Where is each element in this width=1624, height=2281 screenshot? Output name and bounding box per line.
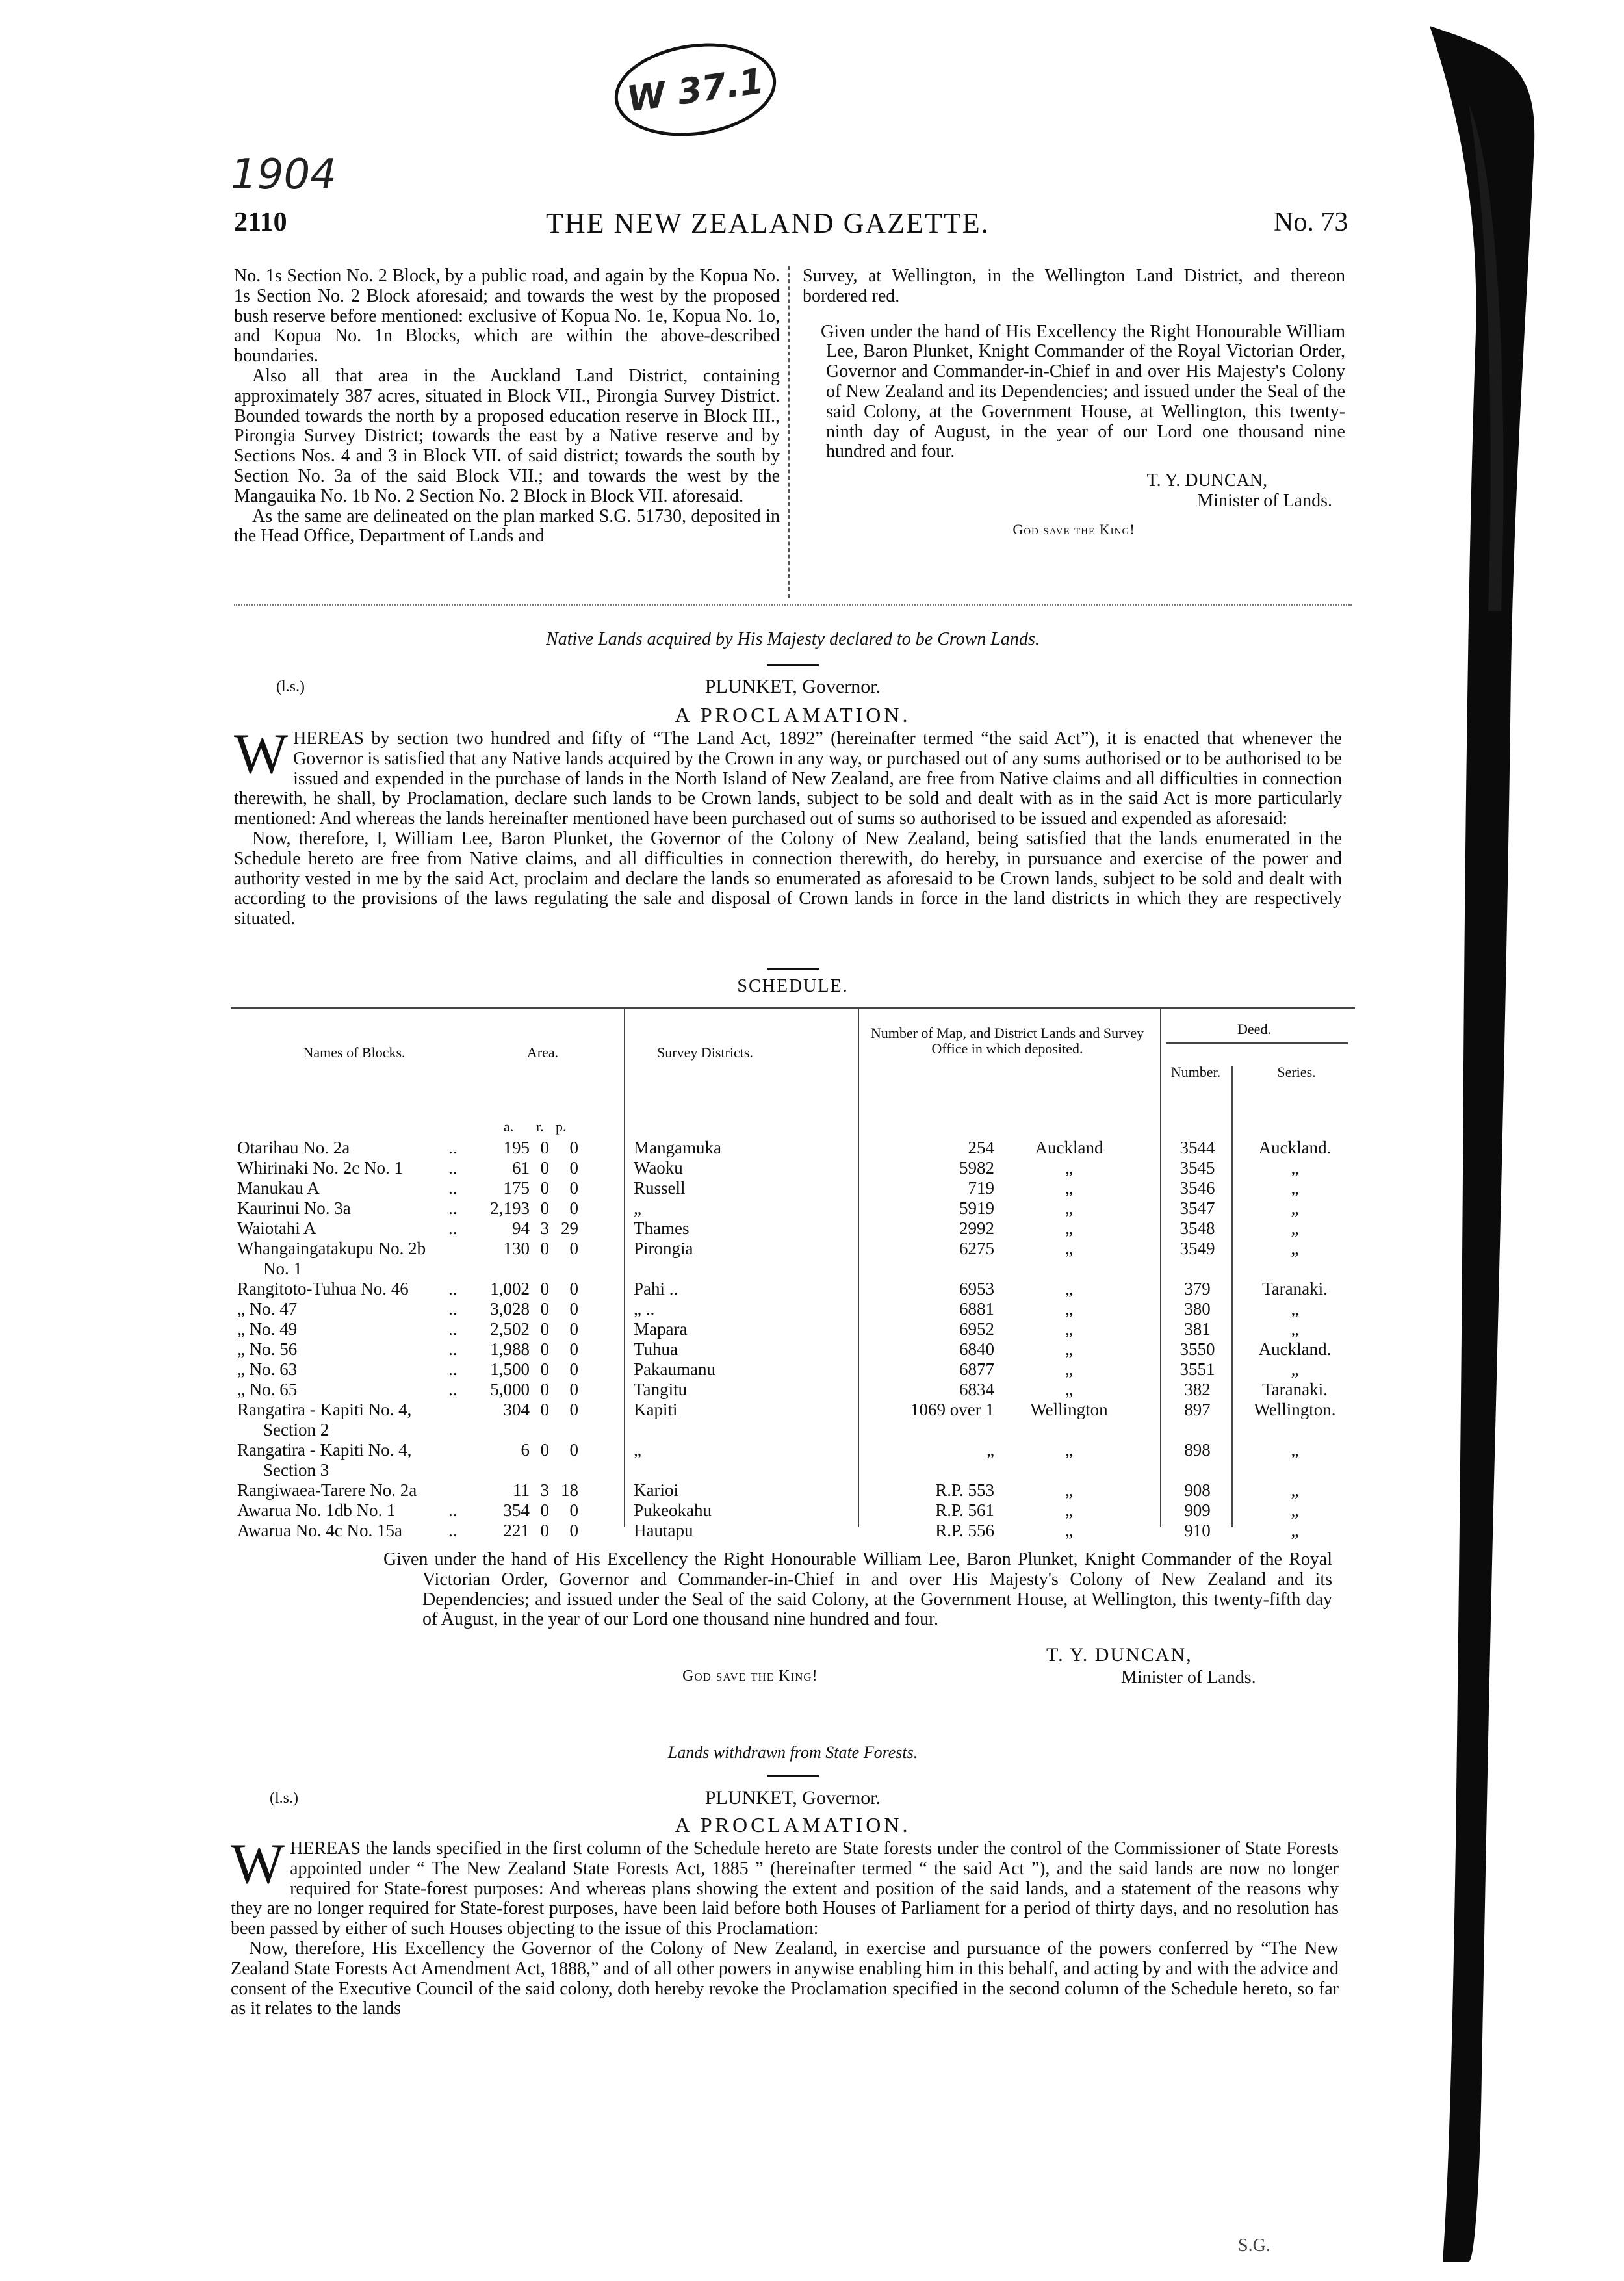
column-divider (788, 266, 790, 598)
col-header-names: Names of Blocks. (303, 1044, 406, 1061)
cell-office: „ (1065, 1440, 1073, 1460)
cell-perches: 0 (569, 1319, 578, 1339)
cell-survey-district: Tuhua (634, 1339, 678, 1359)
cell-block-name: Section 2 (263, 1420, 329, 1439)
cell-office: „ (1065, 1218, 1073, 1238)
cell-leader: .. (448, 1218, 458, 1238)
paragraph: No. 1s Section No. 2 Block, by a public road, and again by the Kopua No. 1s Section No. 2 Block aforesaid; and towards the west by the proposed bush reserve before mentioned: exclusive of Kopua No. 1e, Kopua No. 1o, and Kopua No. 1n Blocks, which are within the above-described boundaries. (234, 266, 780, 367)
cell-map-number: 5982 (959, 1158, 994, 1178)
cell-map-number: 5919 (959, 1198, 994, 1218)
cell-deed-series: Taranaki. (1262, 1380, 1328, 1399)
drop-cap: W (234, 723, 289, 786)
cell-office: „ (1065, 1521, 1073, 1540)
paragraph: Now, therefore, His Excellency the Governor of the Colony of New Zealand, in exercise and pursuance of the powers conferred by “The New Zealand State Forests Act Amendment Act, 1888,” and of all other powers in anywise enabling him in this behalf, and acting by and with the advice and consent of the Executive Council of the said colony, doth hereby revoke the Proclamation specified in the second column of the Schedule hereto, so far as it relates to the lands (231, 1938, 1339, 2019)
cell-office: „ (1065, 1501, 1073, 1520)
cell-block-name: Section 3 (263, 1460, 329, 1480)
col-header-deed: Deed. (1237, 1021, 1271, 1037)
cell-deed-series: „ (1291, 1239, 1299, 1258)
cell-deed-series: „ (1291, 1198, 1299, 1218)
cell-survey-district: „ .. (634, 1299, 655, 1319)
cell-acres: 11 (513, 1480, 530, 1500)
cell-office: Auckland (1035, 1138, 1103, 1157)
cell-perches: 0 (569, 1400, 578, 1419)
cell-block-name: „ No. 56 (237, 1339, 298, 1359)
cell-deed-number: 910 (1184, 1521, 1211, 1540)
table-row (231, 1379, 1355, 1400)
cell-block-name: „ No. 47 (237, 1299, 298, 1319)
cell-deed-number: 3547 (1179, 1198, 1215, 1218)
cell-survey-district: Tangitu (634, 1380, 688, 1399)
cell-roods: 3 (540, 1218, 549, 1238)
cell-acres: 61 (512, 1158, 530, 1178)
cell-survey-district: „ (634, 1198, 641, 1218)
paragraph: As the same are delineated on the plan marked S.G. 51730, deposited in the Head Office, Department of Lands and (234, 506, 780, 547)
cell-deed-series: Auckland. (1258, 1339, 1332, 1359)
cell-perches: 29 (561, 1218, 578, 1238)
cell-leader: .. (448, 1138, 458, 1157)
cell-roods: 0 (540, 1380, 549, 1399)
cell-deed-series: „ (1291, 1218, 1299, 1238)
cell-map-number: 6840 (959, 1339, 994, 1359)
proclamation-body (234, 723, 1342, 929)
divider (234, 604, 1352, 606)
top-left-column (234, 266, 780, 547)
proclamation-title: A PROCLAMATION. (675, 703, 911, 727)
cell-deed-number: 3544 (1179, 1138, 1215, 1157)
table-row (231, 1460, 1355, 1481)
cell-perches: 0 (569, 1299, 578, 1319)
binding-shadow (1404, 26, 1553, 2262)
cell-deed-series: „ (1291, 1440, 1299, 1460)
schedule-table (231, 1007, 1355, 1540)
given-under-hand: Given under the hand of His Excellency the Right Honourable William Lee, Baron Plunket, Knight Commander of the Royal Victorian Order, Governor and Commander-in-Chief in and over His Majesty's Colony of New Zealand and its Dependencies; and issued under the Seal of the said Colony, at the Government House, at Wellington, this twenty-fifth day of August, in the year of our Lord one thousand nine hundred and four. (383, 1549, 1332, 1630)
cell-acres: 94 (512, 1218, 530, 1238)
cell-office: „ (1065, 1279, 1073, 1298)
cell-leader: .. (448, 1360, 458, 1379)
cell-survey-district: Mangamuka (634, 1138, 721, 1157)
cell-perches: 0 (569, 1339, 578, 1359)
cell-map-number: 719 (968, 1178, 994, 1198)
locus-sigilli: (l.s.) (270, 1790, 298, 1807)
col-header-deed-number: Number. (1170, 1064, 1221, 1080)
cell-roods: 0 (540, 1521, 549, 1540)
cell-block-name: „ No. 49 (237, 1319, 298, 1339)
cell-roods: 0 (540, 1501, 549, 1520)
cell-deed-series: Wellington. (1254, 1400, 1336, 1419)
table-rule (1166, 1042, 1348, 1044)
cell-acres: 195 (503, 1138, 530, 1157)
table-row (231, 1500, 1355, 1521)
cell-survey-district: Pakaumanu (634, 1360, 715, 1379)
cell-survey-district: Waoku (634, 1158, 683, 1178)
cell-map-number: R.P. 556 (935, 1521, 994, 1540)
governor-line: PLUNKET, Governor. (704, 1787, 881, 1809)
col-header-area: Area. (526, 1044, 559, 1061)
signatory-title: Minister of Lands. (1197, 490, 1332, 511)
cell-survey-district: Hautapu (634, 1521, 693, 1540)
cell-acres: 2,502 (490, 1319, 530, 1339)
drop-cap: W (231, 1833, 285, 1896)
cell-survey-district: Kapiti (634, 1400, 678, 1419)
unit-roods: r. (536, 1118, 544, 1135)
cell-block-name: Whirinaki No. 2c No. 1 (237, 1158, 403, 1178)
cell-map-number: 6953 (959, 1279, 994, 1298)
cell-leader: .. (448, 1501, 458, 1520)
page-number: 2110 (234, 207, 287, 237)
cell-deed-series: „ (1291, 1501, 1299, 1520)
cell-deed-series: „ (1291, 1158, 1299, 1178)
section-heading: Lands withdrawn from State Forests. (667, 1743, 918, 1762)
cell-survey-district: Pukeokahu (634, 1501, 712, 1520)
cell-deed-series: „ (1291, 1480, 1299, 1500)
cell-map-number: 6881 (959, 1299, 994, 1319)
cell-acres: 354 (503, 1501, 530, 1520)
cell-roods: 0 (540, 1239, 549, 1258)
cell-deed-series: „ (1291, 1178, 1299, 1198)
cell-leader: .. (448, 1198, 458, 1218)
cell-block-name: Rangitoto-Tuhua No. 46 (237, 1279, 409, 1298)
cell-deed-series: Taranaki. (1262, 1279, 1328, 1298)
cell-deed-number: 908 (1184, 1480, 1211, 1500)
paragraph: Now, therefore, I, William Lee, Baron Plunket, the Governor of the Colony of New Zealand, being satisfied that the lands enumerated in the Schedule hereto are free from Native claims, and all difficulties in connection therewith, do hereby, in pursuance and exercise of the power and authority vested in me by the said Act, proclaim and declare the lands so enumerated as aforesaid to be Crown lands, subject to be sold and dealt with according to the provisions of the laws regulating the sale and disposal of Crown lands in force in the land districts in which they are respectively situated. (234, 828, 1342, 929)
margin-mark: S.G. (1238, 2236, 1270, 2256)
table-row (231, 1198, 1355, 1219)
god-save-the-king: God save the King! (682, 1668, 818, 1684)
table-row (231, 1298, 1355, 1320)
cell-acres: 3,028 (490, 1299, 530, 1319)
cell-block-name: Rangiwaea-Tarere No. 2a (237, 1480, 417, 1500)
cell-roods: 0 (540, 1339, 549, 1359)
signatory-title: Minister of Lands. (1121, 1668, 1256, 1688)
issue-number: No. 73 (1274, 207, 1348, 237)
cell-roods: 3 (540, 1480, 549, 1500)
cell-map-number: „ (986, 1440, 994, 1460)
cell-roods: 0 (540, 1299, 549, 1319)
handwritten-stamp: W 37.1 (608, 33, 782, 146)
cell-deed-series: „ (1291, 1319, 1299, 1339)
cell-deed-number: 909 (1184, 1501, 1211, 1520)
short-rule (767, 968, 819, 970)
cell-block-name: Rangatira - Kapiti No. 4, (237, 1440, 412, 1460)
table-rule (231, 1007, 1355, 1009)
cell-deed-number: 898 (1184, 1440, 1211, 1460)
paragraph: Survey, at Wellington, in the Wellington Land District, and thereon bordered red. (803, 266, 1345, 306)
cell-map-number: 6834 (959, 1380, 994, 1399)
cell-roods: 0 (540, 1360, 549, 1379)
cell-perches: 0 (569, 1178, 578, 1198)
cell-survey-district: Russell (634, 1178, 686, 1198)
cell-block-name: Manukau A (237, 1178, 320, 1198)
cell-roods: 0 (540, 1440, 549, 1460)
cell-deed-number: 3545 (1179, 1158, 1215, 1178)
cell-roods: 0 (540, 1138, 549, 1157)
cell-block-name: Rangatira - Kapiti No. 4, (237, 1400, 412, 1419)
cell-block-name: „ No. 63 (237, 1360, 298, 1379)
table-row (231, 1258, 1355, 1280)
cell-block-name: Awarua No. 1db No. 1 (237, 1501, 396, 1520)
cell-office: „ (1065, 1299, 1073, 1319)
section-heading: Native Lands acquired by His Majesty declared to be Crown Lands. (546, 629, 1040, 649)
cell-block-name: Whangaingatakupu No. 2b (237, 1239, 426, 1258)
table-row (231, 1339, 1355, 1360)
signatory: T. Y. DUNCAN, (1146, 470, 1267, 491)
table-row (231, 1439, 1355, 1461)
schedule-title: SCHEDULE. (737, 976, 849, 996)
cell-acres: 1,500 (490, 1360, 530, 1379)
cell-deed-series: „ (1291, 1521, 1299, 1540)
cell-block-name: Otarihau No. 2a (237, 1138, 350, 1157)
table-row (231, 1238, 1355, 1259)
cell-acres: 304 (503, 1400, 530, 1419)
cell-office: „ (1065, 1239, 1073, 1258)
cell-survey-district: Thames (634, 1218, 690, 1238)
cell-survey-district: Pahi .. (634, 1279, 678, 1298)
cell-survey-district: „ (634, 1440, 641, 1460)
cell-perches: 0 (569, 1239, 578, 1258)
proclamation-body (231, 1833, 1339, 2019)
cell-survey-district: Pirongia (634, 1239, 693, 1258)
cell-block-name: „ No. 65 (237, 1380, 298, 1399)
cell-leader: .. (448, 1521, 458, 1540)
proclamation-title: A PROCLAMATION. (675, 1813, 911, 1836)
signatory: T. Y. DUNCAN, (1046, 1644, 1192, 1666)
col-header-map: Number of Map, and District Lands and Survey Office in which deposited. (870, 1025, 1144, 1057)
god-save-the-king: God save the King! (1012, 521, 1135, 537)
cell-block-name: No. 1 (263, 1259, 302, 1278)
cell-acres: 5,000 (490, 1380, 530, 1399)
cell-office: „ (1065, 1178, 1073, 1198)
table-row (231, 1520, 1355, 1541)
table-row (231, 1419, 1355, 1441)
table-row (231, 1359, 1355, 1380)
governor-line: PLUNKET, Governor. (704, 676, 881, 697)
cell-map-number: 2992 (959, 1218, 994, 1238)
table-row (231, 1137, 1355, 1159)
cell-roods: 0 (540, 1279, 549, 1298)
cell-map-number: R.P. 553 (935, 1480, 994, 1500)
cell-office: „ (1065, 1198, 1073, 1218)
cell-deed-series: „ (1291, 1360, 1299, 1379)
table-row (231, 1178, 1355, 1199)
paragraph: HEREAS the lands specified in the first column of the Schedule hereto are State forests under the control of the Commissioner of State Forests appointed under “ The New Zealand State Forests Act, 1885 ” (hereinafter termed “ the said Act ”), and the said lands are now no longer required for State-forest purposes: And whereas plans showing the extent and position of the said lands, and a statement of the reasons why they are no longer required for State-forest purposes, have been laid before both Houses of Parliament for a period of thirty days, and no resolution has been passed by either of such Houses objecting to the issue of this Proclamation: (231, 1838, 1339, 1939)
cell-block-name: Kaurinui No. 3a (237, 1198, 351, 1218)
col-header-deed-series: Series. (1277, 1064, 1316, 1080)
cell-office: „ (1065, 1319, 1073, 1339)
cell-perches: 0 (569, 1198, 578, 1218)
cell-leader: .. (448, 1279, 458, 1298)
cell-map-number: 254 (968, 1138, 994, 1157)
cell-deed-series: Auckland. (1258, 1138, 1332, 1157)
table-row (231, 1319, 1355, 1340)
cell-office: „ (1065, 1339, 1073, 1359)
cell-perches: 0 (569, 1440, 578, 1460)
cell-office: „ (1065, 1360, 1073, 1379)
table-row (231, 1278, 1355, 1300)
cell-perches: 0 (569, 1279, 578, 1298)
cell-leader: .. (448, 1380, 458, 1399)
cell-leader: .. (448, 1178, 458, 1198)
table-row (231, 1218, 1355, 1239)
cell-perches: 18 (561, 1480, 578, 1500)
cell-leader: .. (448, 1158, 458, 1178)
cell-acres: 1,002 (490, 1279, 530, 1298)
cell-survey-district: Karioi (634, 1480, 678, 1500)
cell-leader: .. (448, 1339, 458, 1359)
cell-acres: 1,988 (490, 1339, 530, 1359)
cell-map-number: 1069 over 1 (910, 1400, 994, 1419)
cell-perches: 0 (569, 1158, 578, 1178)
cell-survey-district: Mapara (634, 1319, 688, 1339)
table-row (231, 1480, 1355, 1501)
cell-deed-number: 382 (1184, 1380, 1211, 1399)
paragraph: Also all that area in the Auckland Land District, containing approximately 387 acres, situated in Block VII., Pirongia Survey District. Bounded towards the north by a proposed education reserve in Block III., Pirongia Survey District; towards the east by a Native reserve and by Sections Nos. 4 and 3 in Block VII. of said district; towards the south by Section No. 3a of the said Block VII.; and towards the west by the Mangauika No. 1b No. 2 Section No. 2 Block in Block VII. aforesaid. (234, 365, 780, 506)
top-right-column (803, 266, 1345, 537)
cell-office: „ (1065, 1380, 1073, 1399)
cell-office: „ (1065, 1158, 1073, 1178)
short-rule (767, 664, 819, 666)
table-row (231, 1399, 1355, 1421)
cell-deed-number: 897 (1184, 1400, 1211, 1419)
cell-deed-number: 3548 (1179, 1218, 1215, 1238)
cell-roods: 0 (540, 1158, 549, 1178)
unit-acres: a. (504, 1118, 514, 1135)
cell-deed-number: 381 (1184, 1319, 1211, 1339)
cell-deed-number: 3546 (1179, 1178, 1215, 1198)
cell-deed-series: „ (1291, 1299, 1299, 1319)
cell-acres: 2,193 (490, 1198, 530, 1218)
cell-roods: 0 (540, 1319, 549, 1339)
cell-deed-number: 3549 (1179, 1239, 1215, 1258)
col-header-survey: Survey Districts. (657, 1044, 753, 1061)
cell-map-number: 6275 (959, 1239, 994, 1258)
cell-deed-number: 380 (1184, 1299, 1211, 1319)
paragraph: HEREAS by section two hundred and fifty of “The Land Act, 1892” (hereinafter termed “the said Act”), it is enacted that whenever the Governor is satisfied that any Native lands acquired by the Crown in any way, or purchased out of any sums authorised or to be authorised to be issued and expended in the purchase of lands in the North Island of New Zealand, are free from Native claims and all difficulties in connection therewith, he shall, by Proclamation, declare such lands to be Crown lands, subject to be sold and dealt with as in the said Act is more particularly mentioned: And whereas the lands hereinafter mentioned have been purchased out of sums so authorised to be issued and expended as aforesaid: (234, 728, 1342, 829)
cell-map-number: 6877 (959, 1360, 994, 1379)
cell-leader: .. (448, 1299, 458, 1319)
cell-perches: 0 (569, 1138, 578, 1157)
cell-perches: 0 (569, 1360, 578, 1379)
cell-block-name: Waiotahi A (237, 1218, 316, 1238)
cell-deed-number: 3550 (1179, 1339, 1215, 1359)
gazette-title: THE NEW ZEALAND GAZETTE. (546, 207, 990, 239)
cell-acres: 221 (503, 1521, 530, 1540)
cell-roods: 0 (540, 1198, 549, 1218)
cell-acres: 6 (521, 1440, 530, 1460)
table-body (231, 1137, 1355, 1540)
cell-map-number: R.P. 561 (935, 1501, 994, 1520)
unit-perches: p. (556, 1118, 567, 1135)
short-rule (767, 1775, 819, 1777)
cell-office: Wellington (1030, 1400, 1108, 1419)
cell-deed-number: 3551 (1179, 1360, 1215, 1379)
cell-map-number: 6952 (959, 1319, 994, 1339)
cell-perches: 0 (569, 1380, 578, 1399)
cell-acres: 130 (503, 1239, 530, 1258)
locus-sigilli: (l.s.) (276, 678, 305, 695)
cell-leader: .. (448, 1319, 458, 1339)
given-under-hand: Given under the hand of His Excellency the Right Honourable William Lee, Baron Plunket, Knight Commander of the Royal Victorian Order, Governor and Commander-in-Chief in and over His Majesty's Colony of New Zealand and its Dependencies; and issued under the Seal of the said Colony, at the Government House, at Wellington, this twenty-ninth day of August, in the year of our Lord one thousand nine hundred and four. (821, 321, 1345, 462)
cell-block-name: Awarua No. 4c No. 15a (237, 1521, 402, 1540)
handwritten-year: 1904 (231, 151, 337, 199)
cell-roods: 0 (540, 1400, 549, 1419)
cell-perches: 0 (569, 1501, 578, 1520)
cell-roods: 0 (540, 1178, 549, 1198)
cell-acres: 175 (503, 1178, 530, 1198)
table-row (231, 1157, 1355, 1179)
cell-deed-number: 379 (1184, 1279, 1211, 1298)
cell-office: „ (1065, 1480, 1073, 1500)
cell-perches: 0 (569, 1521, 578, 1540)
